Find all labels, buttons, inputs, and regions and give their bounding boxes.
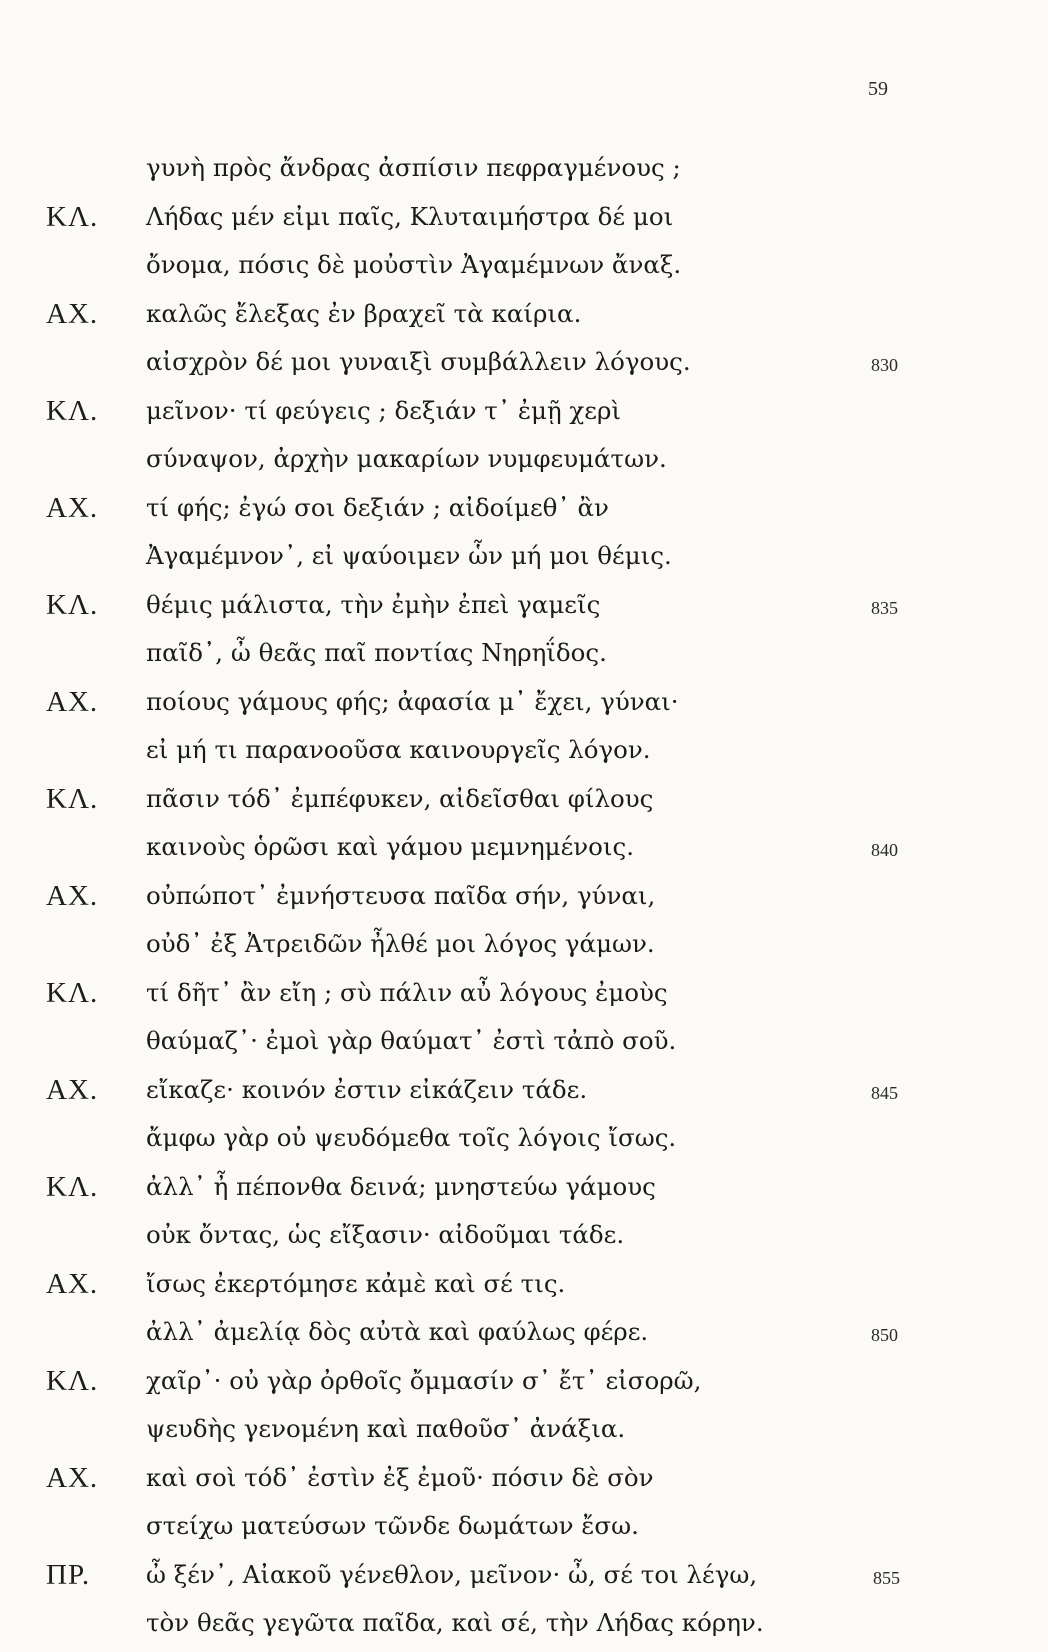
verse-text: οὐδ᾽ ἐξ Ἀτρειδῶν ἦλθέ μοι λόγος γάμων. [146,929,655,958]
verse-line [0,1506,1048,1555]
verse-text: ἄμφω γὰρ οὐ ψευδόμεθα τοῖς λόγοις ἴσως. [146,1123,677,1152]
speaker-label: ΑΧ. [46,297,99,330]
verse-line [0,1409,1048,1458]
verse-block [0,148,1048,1652]
verse-line [0,682,1048,731]
verse-line [0,148,1048,197]
verse-text: ἀλλ᾽ ἦ πέπονθα δεινά; μνηστεύω γάμους [146,1171,656,1201]
speaker-label: ΑΧ. [46,1073,99,1106]
verse-text: πᾶσιν τόδ᾽ ἐμπέφυκεν, αἰδεῖσθαι φίλους [146,783,654,813]
speaker-label: ΚΛ. [46,394,99,427]
speaker-label: ΑΧ. [46,1461,99,1494]
speaker-label: ΚΛ. [46,976,99,1009]
verse-text: παῖδ᾽, ὦ θεᾶς παῖ ποντίας Νηρηΐδος. [146,638,607,667]
verse-line [0,1312,1048,1361]
speaker-label: ΚΛ. [46,1364,99,1397]
verse-text: θέμις μάλιστα, τὴν ἐμὴν ἐπεὶ γαμεῖς [146,589,601,619]
verse-line [0,342,1048,391]
verse-text: ἀλλ᾽ ἀμελίᾳ δὸς αὐτὰ καὶ φαύλως φέρε. [146,1317,649,1346]
verse-line [0,294,1048,343]
verse-line [0,1264,1048,1313]
verse-line [0,973,1048,1022]
verse-text: εἰ μή τι παρανοοῦσα καινουργεῖς λόγον. [146,735,651,764]
line-number: 855 [873,1567,900,1588]
verse-text: τί φής; ἐγώ σοι δεξιάν ; αἰδοίμεθ᾽ ἂν [146,492,609,522]
verse-line [0,488,1048,537]
verse-text: στείχω ματεύσων τῶνδε δωμάτων ἔσω. [146,1511,639,1540]
verse-text: τὸν θεᾶς γεγῶτα παῖδα, καὶ σέ, τὴν Λήδας κόρην. [146,1608,764,1637]
speaker-label: ΚΛ. [46,782,99,815]
verse-line [0,439,1048,488]
verse-text: οὐκ ὄντας, ὡς εἴξασιν· αἰδοῦμαι τάδε. [146,1220,625,1249]
verse-line [0,1070,1048,1119]
verse-line [0,1361,1048,1410]
verse-text: θαύμαζ᾽· ἐμοὶ γὰρ θαύματ᾽ ἐστὶ τἀπὸ σοῦ. [146,1026,677,1055]
verse-line [0,730,1048,779]
verse-text: ὦ ξέν᾽, Αἰακοῦ γένεθλον, μεῖνον· ὦ, σέ τοι λέγω, [146,1559,758,1589]
verse-text: Ἀγαμέμνον᾽, εἰ ψαύοιμεν ὧν μή μοι θέμις. [146,541,672,570]
page-number: 59 [868,78,888,100]
verse-line [0,1167,1048,1216]
verse-text: γυνὴ πρὸς ἄνδρας ἀσπίσιν πεφραγμένους ; [146,153,681,182]
verse-line [0,876,1048,925]
speaker-label: ΚΛ. [46,588,99,621]
verse-line [0,197,1048,246]
verse-text: εἴκαζε· κοινόν ἐστιν εἰκάζειν τάδε. [146,1074,588,1104]
verse-text: ἴσως ἐκερτόμησε κἀμὲ καὶ σέ τις. [146,1268,566,1298]
speaker-label: ΚΛ. [46,1170,99,1203]
verse-text: αἰσχρὸν δέ μοι γυναιξὶ συμβάλλειν λόγους. [146,347,691,376]
verse-line [0,633,1048,682]
verse-text: ὄνομα, πόσις δὲ μοὐστὶν Ἀγαμέμνων ἄναξ. [146,250,682,279]
verse-text: καλῶς ἔλεξας ἐν βραχεῖ τὰ καίρια. [146,298,582,328]
verse-text: καὶ σοὶ τόδ᾽ ἐστὶν ἐξ ἐμοῦ· πόσιν δὲ σὸν [146,1462,654,1492]
speaker-label: ΠΡ. [46,1558,91,1591]
speaker-label: ΑΧ. [46,685,99,718]
verse-line [0,924,1048,973]
verse-line [0,391,1048,440]
verse-line [0,779,1048,828]
speaker-label: ΑΧ. [46,1267,99,1300]
line-number: 845 [871,1082,898,1103]
verse-text: τί δῆτ᾽ ἂν εἴη ; σὺ πάλιν αὖ λόγους ἐμοὺς [146,977,668,1007]
verse-line [0,1021,1048,1070]
verse-line [0,1215,1048,1264]
verse-text: καινοὺς ὁρῶσι καὶ γάμου μεμνημένοις. [146,832,635,861]
verse-line [0,245,1048,294]
verse-text: σύναψον, ἀρχὴν μακαρίων νυμφευμάτων. [146,444,667,473]
verse-text: χαῖρ᾽· οὐ γὰρ ὀρθοῖς ὄμμασίν σ᾽ ἔτ᾽ εἰσορῶ, [146,1365,702,1395]
line-number: 840 [871,840,898,860]
speaker-label: ΚΛ. [46,200,99,233]
verse-text: Λήδας μέν εἰμι παῖς, Κλυταιμήστρα δέ μοι [146,201,674,231]
verse-line [0,585,1048,634]
line-number: 830 [871,355,898,375]
verse-text: οὐπώποτ᾽ ἐμνήστευσα παῖδα σήν, γύναι, [146,880,656,910]
verse-line [0,536,1048,585]
verse-text: μεῖνον· τί φεύγεις ; δεξιάν τ᾽ ἐμῇ χερὶ [146,395,621,425]
line-number: 850 [871,1325,898,1345]
verse-text: ποίους γάμους φής; ἀφασία μ᾽ ἔχει, γύναι· [146,686,679,716]
verse-text: ψευδὴς γενομένη καὶ παθοῦσ᾽ ἀνάξια. [146,1414,626,1443]
verse-line [0,1603,1048,1652]
verse-line [0,1458,1048,1507]
verse-line [0,1555,1048,1604]
verse-line [0,827,1048,876]
speaker-label: ΑΧ. [46,879,99,912]
line-number: 835 [871,597,898,618]
verse-line [0,1118,1048,1167]
speaker-label: ΑΧ. [46,491,99,524]
